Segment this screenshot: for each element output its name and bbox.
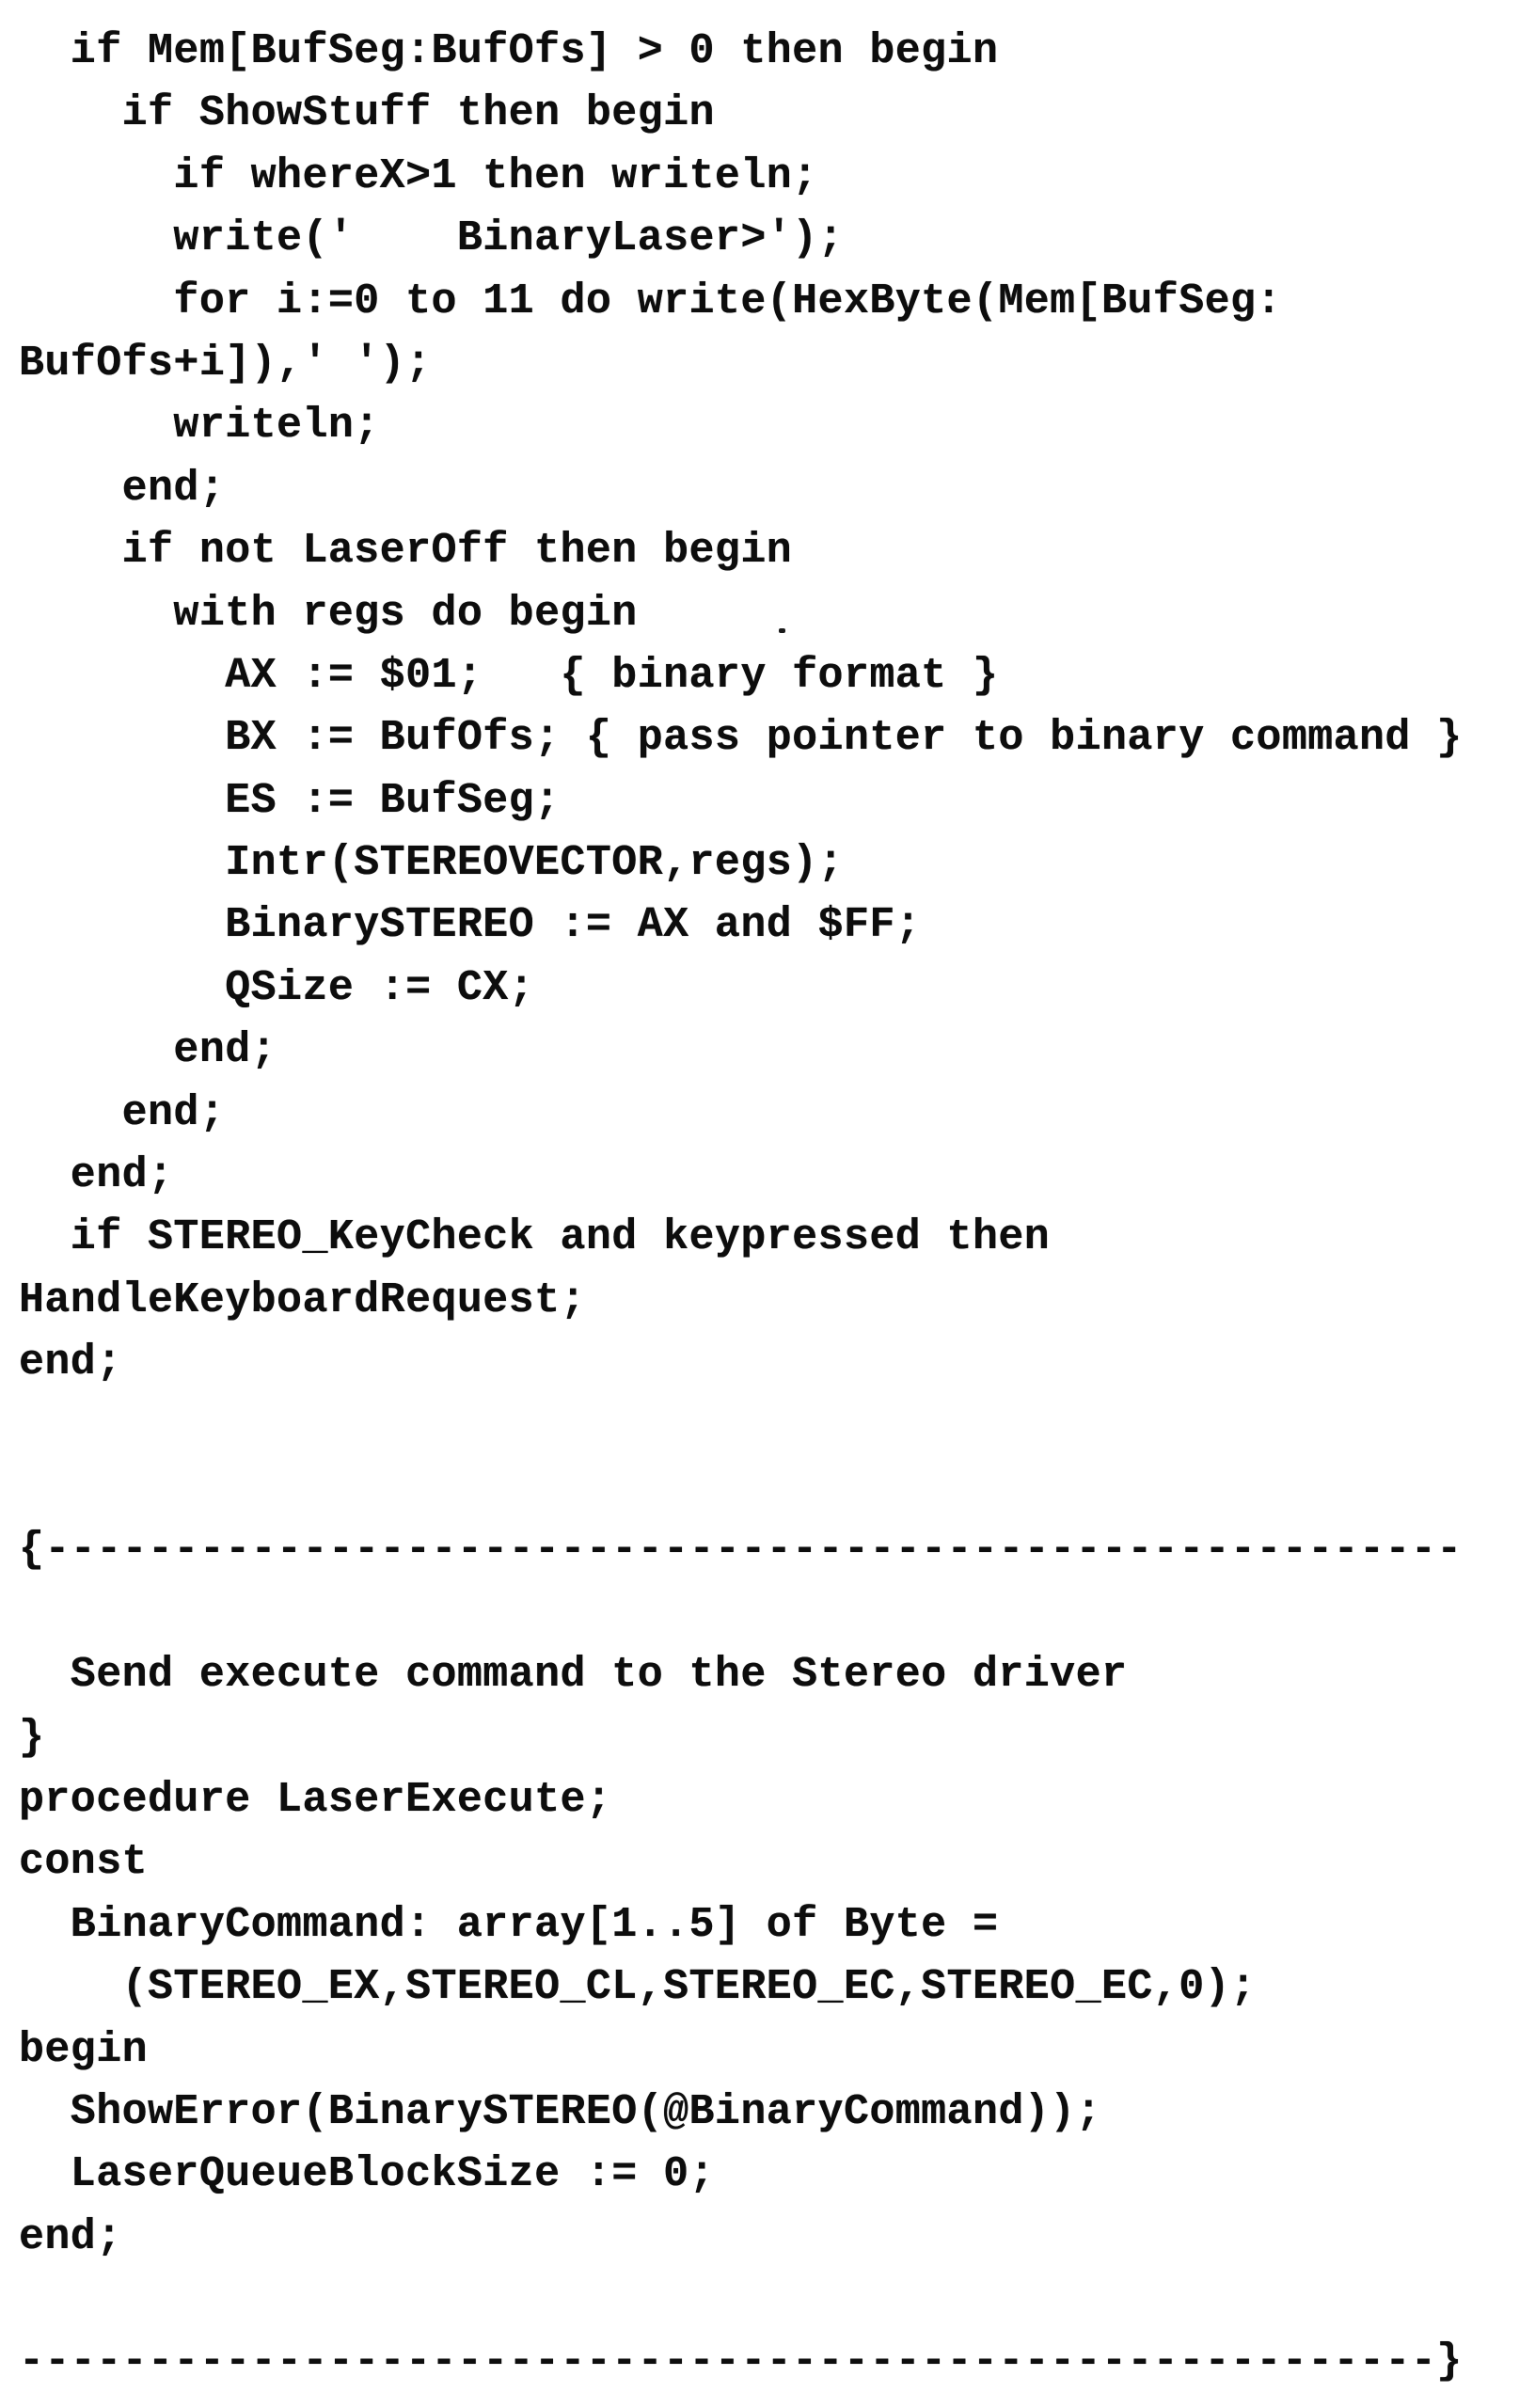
code-block (19, 21, 1524, 2394)
code-line: with regs do begin (19, 589, 638, 638)
code-line: procedure LaserExecute; (19, 1775, 612, 1824)
code-line: BX := BufOfs; { pass pointer to binary command } (19, 714, 1463, 763)
code-line: ES := BufSeg; (19, 776, 561, 825)
code-line: BinarySTEREO := AX and $FF; (19, 901, 922, 950)
code-line (19, 2269, 1524, 2331)
code-line: end; (19, 1151, 174, 1200)
code-line (19, 1457, 1524, 1519)
code-line: {------------------------------------------------------- (19, 1526, 1463, 1575)
code-line: HandleKeyboardRequest; (19, 1275, 586, 1324)
code-line: end; (19, 1339, 122, 1387)
code-line: if ShowStuff then begin (19, 89, 715, 138)
code-line: Send execute command to the Stereo driver (19, 1651, 1128, 1700)
code-line: } (19, 1713, 45, 1762)
code-line: if STEREO_KeyCheck and keypressed then (19, 1213, 1051, 1262)
code-line: if Mem[BufSeg:BufOfs] > 0 then begin (19, 27, 999, 75)
code-line: ShowError(BinarySTEREO(@BinaryCommand)); (19, 2087, 1101, 2136)
code-line: if not LaserOff then begin (19, 527, 793, 576)
code-line: -------------------------------------------------------} (19, 2337, 1463, 2386)
code-line: end; (19, 1026, 277, 1075)
code-line: end; (19, 1088, 226, 1137)
code-line: BinaryCommand: array[1..5] of Byte = (19, 1900, 999, 1949)
code-line (19, 1395, 1524, 1457)
code-line: if whereX>1 then writeln; (19, 151, 818, 200)
code-line: AX := $01; { binary format } (19, 651, 999, 700)
code-line: end; (19, 2212, 122, 2261)
code-line: const (19, 1838, 149, 1887)
code-line: QSize := CX; (19, 963, 535, 1012)
code-line: writeln; (19, 402, 380, 451)
code-line: write(' BinaryLaser>'); (19, 214, 844, 263)
code-line: begin (19, 2025, 149, 2074)
code-line: LaserQueueBlockSize := 0; (19, 2150, 715, 2199)
code-line: end; (19, 464, 226, 513)
code-line (19, 1582, 1524, 1644)
code-line: for i:=0 to 11 do write(HexByte(Mem[BufSeg: (19, 277, 1282, 325)
code-line: BufOfs+i]),' '); (19, 339, 432, 388)
stray-ink-dot (779, 628, 785, 633)
code-line: Intr(STEREOVECTOR,regs); (19, 839, 844, 888)
code-line: (STEREO_EX,STEREO_CL,STEREO_EC,STEREO_EC,0); (19, 1963, 1257, 2012)
